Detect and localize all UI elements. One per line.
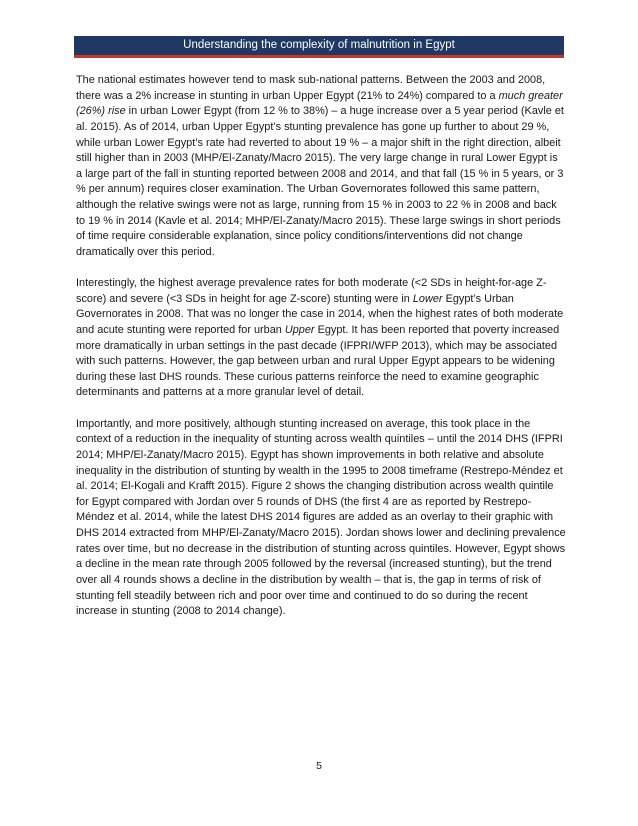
italic-text-run: much greater (26%) rise [76,89,563,118]
paragraph [76,73,566,261]
text-run: Interestingly, the highest average prevalence rates for both moderate (<2 SDs in height-for-age Z-score) and severe (<3 SDs in height for age Z-score) stunting were in [76,277,547,305]
paragraph [76,276,566,401]
italic-text-run: Upper [284,323,315,336]
running-header [74,36,564,58]
text-run: Egypt. It has been reported that poverty increased more dramatically in urban settings in the past decade (IFPRI/WFP 2013), which may be associated with such patterns. However, the gap between urban and rural Upper Egypt appears to be widening during these last DHS rounds. These curious patterns reinforce the need to examine geographic determinants and patterns at a more granular level of detail. [76,323,560,399]
text-run: The national estimates however tend to mask sub-national patterns. Between the 2003 and 2008, there was a 2% increase in stunting in urban Upper Egypt (21% to 24%) compared to a [76,74,546,102]
page-number: 5 [316,760,322,772]
text-run: in urban Lower Egypt (from 12 % to 38%) – a huge increase over a 5 year period (Kavle et al. 2015). As of 2014, urban Upper Egypt’s stunting prevalence has gone up further to about 29 %, while urban Lower Egypt’s rate had reverted to about 19 % – a major shift in the right direction, albeit still higher than in 2003 (MHP/El-Zanaty/Macro 2015). The very large change in rural Lower Egypt is a large part of the fall in stunting reported between 2008 and 2014, and that fall (15 % in 5 years, or 3 % per annum) requires closer examination. The Urban Governorates followed this same pattern, although the relative swings were not as large, running from 15 % in 2003 to 22 % in 2008 and back to 19 % in 2014 (Kavle et al. 2014; MHP/El-Zanaty/Macro 2015). These large swings in short periods of time require considerable explanation, since policy conditions/interventions did not change dramatically over this period. [76,105,564,258]
text-run: Egypt’s Urban Governorates in 2008. That was no longer the case in 2014, when the highest rates of both moderate and acute stunting were reported for urban [76,292,564,336]
text-run: Importantly, and more positively, although stunting increased on average, this took place in the context of a reduction in the inequality of stunting across wealth quintiles – until the 2014 DHS (IFPRI 2014; MHP/El-Zanaty/Macro 2015). Egypt has shown improvements in both relative and absolute inequality in the distribution of stunting by wealth in the 1995 to 2008 timeframe (Restrepo-Méndez et al. 2014; El-Kogali and Krafft 2015). Figure 2 shows the changing distribution across wealth quintile for Egypt compared with Jordan over 5 rounds of DHS (the first 4 are as reported by Restrepo-Méndez et al. 2014, while the latest DHS 2014 figures are added as an overlay to their graphic with DHS 2014 extracted from MHP/El-Zanaty/Macro 2015). Jordan shows lower and declining prevalence rates over time, but no decrease in the distribution of stunting across quintiles. However, Egypt shows a decline in the mean rate through 2005 followed by the reversal (increased stunting), but the trend over all 4 rounds shows a decline in the distribution by wealth – that is, the gap in terms of risk of stunting fell steadily between rich and poor over time and continued to do so during the recent increase in stunting (2008 to 2014 change). [76,417,566,618]
paragraph [76,417,566,620]
header-title: Understanding the complexity of malnutrition in Egypt [183,39,455,51]
body-text [76,73,566,635]
italic-text-run: Lower [412,292,443,305]
